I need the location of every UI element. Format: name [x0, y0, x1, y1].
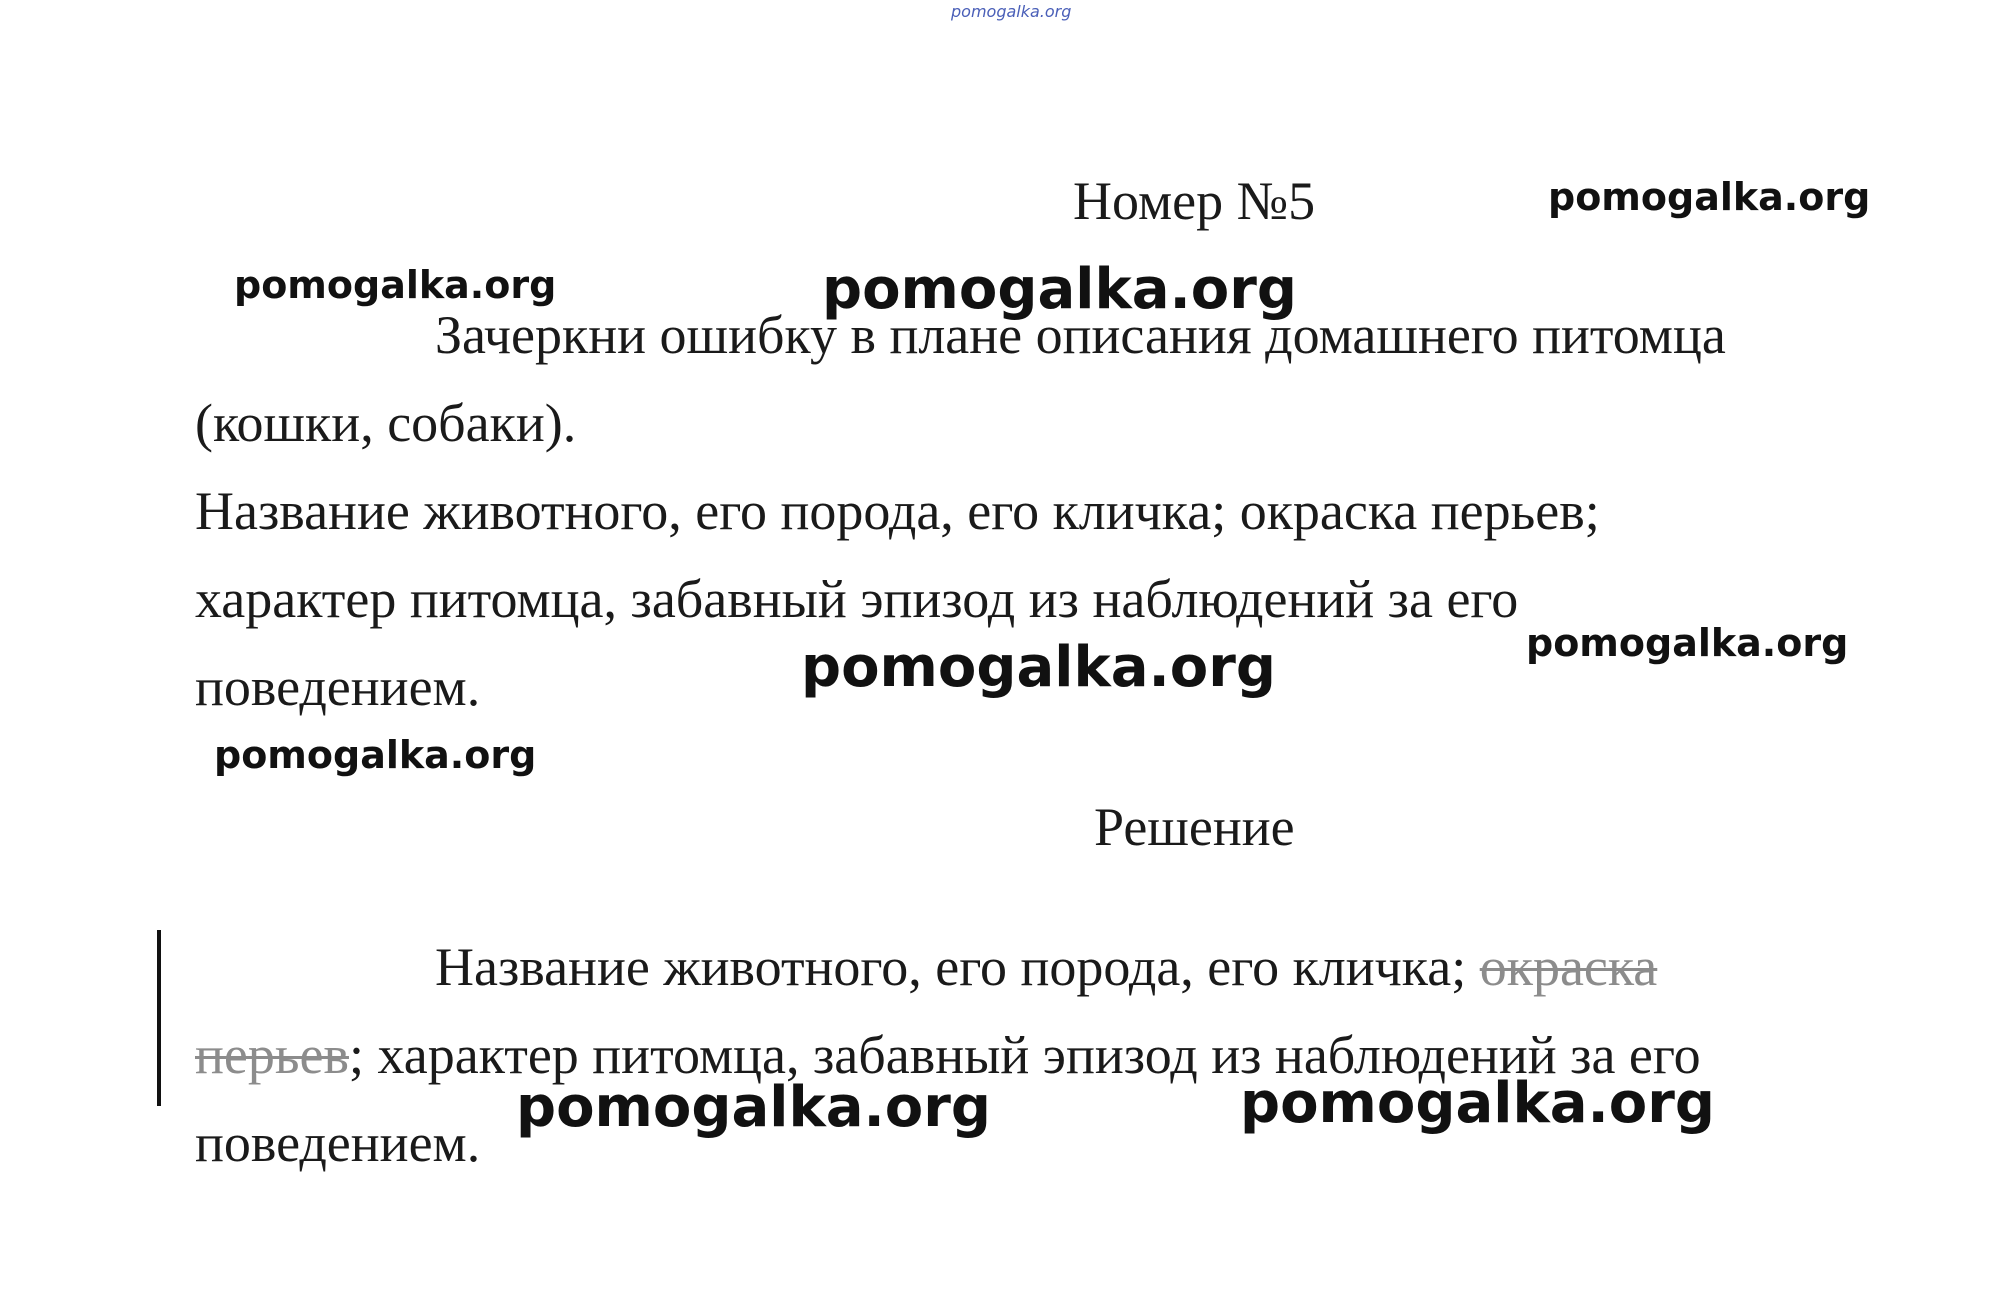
watermark: pomogalka.org — [801, 635, 1276, 700]
struck-text: окраска — [1479, 937, 1658, 997]
task-line: поведением. — [195, 657, 481, 717]
solution-line — [435, 937, 1658, 997]
watermark: pomogalka.org — [822, 257, 1297, 322]
task-line: характер питомца, забавный эпизод из наблюдений за его — [195, 569, 1519, 629]
task-line: Зачеркни ошибку в плане описания домашнего питомца — [435, 305, 1726, 365]
watermark: pomogalka.org — [516, 1075, 991, 1140]
struck-text: перьев — [195, 1025, 349, 1085]
watermark: pomogalka.org — [1526, 621, 1849, 665]
watermark: pomogalka.org — [1548, 175, 1871, 219]
change-bar — [157, 930, 161, 1106]
solution-heading: Решение — [1094, 797, 1295, 857]
watermark-top: pomogalka.org — [951, 2, 1072, 21]
watermark: pomogalka.org — [234, 263, 557, 307]
task-line: (кошки, собаки). — [195, 393, 577, 453]
watermark: pomogalka.org — [1240, 1071, 1715, 1136]
solution-text: Название животного, его порода, его кличка; — [435, 937, 1480, 997]
watermark: pomogalka.org — [214, 733, 537, 777]
task-line: Название животного, его порода, его кличка; окраска перьев; — [195, 481, 1600, 541]
solution-line: поведением. — [195, 1113, 481, 1173]
solution-text: ; характер питомца, забавный эпизод из наблюдений за его — [348, 1025, 1701, 1085]
page-title: Номер №5 — [1073, 171, 1316, 231]
